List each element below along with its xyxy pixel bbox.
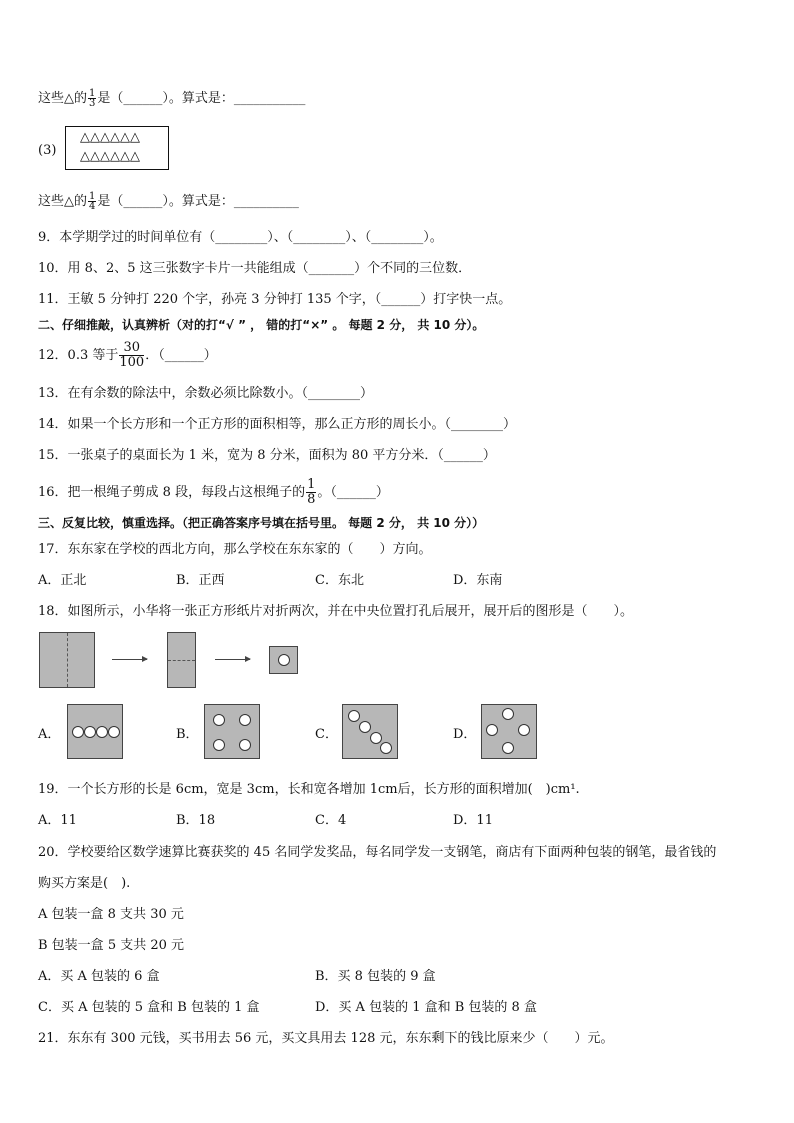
pack-b-info: B 包装一盒 5 支共 20 元 <box>38 938 185 953</box>
question-18: 18．如图所示，小华将一张正方形纸片对折两次，并在中央位置打孔后展开，展开后的图形是（ ）。 <box>38 604 634 619</box>
option-b: B．18 <box>176 813 216 828</box>
option-a-figure <box>67 704 123 759</box>
option-d-figure <box>481 704 537 759</box>
option-a: A．买 A 包装的 6 盒 <box>38 969 160 984</box>
question-10: 10．用 8、2、5 这三张数字卡片一共能组成（_______）个不同的三位数． <box>38 261 472 276</box>
section-2-heading: 二、仔细推敲，认真辨析（对的打“√ ” ， 错的打“×” 。 每题 2 分， 共 10 分）。 <box>38 318 485 332</box>
triangle-row: △△△△△△ <box>80 130 140 145</box>
hole <box>370 732 382 744</box>
question-20-cont: 购买方案是( ). <box>38 876 131 891</box>
hole <box>486 724 498 736</box>
hole <box>84 726 96 738</box>
question-12: 12．0.3 等于 $\frac{30}{100}$ ．（______） <box>38 340 217 370</box>
pack-a-info: A 包装一盒 8 支共 30 元 <box>38 907 184 922</box>
question-15: 15．一张桌子的桌面长为 1 米，宽为 8 分米，面积为 80 平方分米．（______） <box>38 448 496 463</box>
hole <box>502 708 514 720</box>
fraction: $\frac{30}{100}$ <box>119 340 145 370</box>
paper-folded-once <box>167 632 196 688</box>
fraction: $\frac{1}{4}$ <box>89 191 96 212</box>
triangle-row: △△△△△△ <box>80 149 140 164</box>
hole <box>380 742 392 754</box>
option-b-figure <box>204 704 260 759</box>
question-9: 9．本学期学过的时间单位有（________）、（________）、（________）。 <box>38 230 443 245</box>
question-16: 16．把一根绳子剪成 8 段，每段占这根绳子的 $\frac{1}{8}$ 。（______） <box>38 477 389 507</box>
option-d: D．11 <box>453 813 493 828</box>
hole <box>348 710 360 722</box>
question-17: 17．东东家在学校的西北方向，那么学校在东东家的（ ）方向。 <box>38 542 432 557</box>
hole <box>108 726 120 738</box>
option-a: A．11 <box>38 813 77 828</box>
fraction: $\frac{1}{8}$ <box>307 477 316 507</box>
question-20: 20．学校要给区数学速算比赛获奖的 45 名同学发奖品，每名同学发一支钢笔，商店有下面两种包装的钢笔，最省钱的 <box>38 845 717 860</box>
hole <box>213 739 225 751</box>
option-d: D． <box>453 727 477 742</box>
hole <box>502 742 514 754</box>
question-11: 11．王敏 5 分钟打 220 个字，孙亮 3 分钟打 135 个字，（______）打字快一点。 <box>38 292 512 307</box>
option-c: C．买 A 包装的 5 盒和 B 包装的 1 盒 <box>38 1000 260 1015</box>
option-c: C．4 <box>315 813 347 828</box>
question-13: 13．在有余数的除法中，余数必须比除数小。（________） <box>38 386 374 401</box>
option-b: B． <box>176 727 199 742</box>
section-3-heading: 三、反复比较，慎重选择。（把正确答案序号填在括号里。 每题 2 分， 共 10 分）） <box>38 516 485 530</box>
paper-folded-twice <box>269 646 298 674</box>
option-c: C．东北 <box>315 573 364 588</box>
hole <box>278 654 290 666</box>
option-a: A． <box>38 727 61 742</box>
hole <box>359 721 371 733</box>
arrow-icon <box>112 659 147 660</box>
hole <box>96 726 108 738</box>
option-d: D．买 A 包装的 1 盒和 B 包装的 8 盒 <box>315 1000 537 1015</box>
fold-line <box>168 660 195 661</box>
hole <box>518 724 530 736</box>
paper-square <box>39 632 95 688</box>
question-21: 21．东东有 300 元钱，买书用去 56 元，买文具用去 128 元，东东剩下的钱比原来少（ ）元。 <box>38 1031 614 1046</box>
hole <box>239 714 251 726</box>
fraction: $\frac{1}{3}$ <box>89 88 96 109</box>
triangle-box <box>65 126 169 170</box>
question-19: 19．一个长方形的长是 6cm，宽是 3cm，长和宽各增加 1cm后，长方形的面积增加( )cm¹. <box>38 782 580 797</box>
option-a: A．正北 <box>38 573 87 588</box>
arrow-icon <box>215 659 250 660</box>
option-c: C． <box>315 727 338 742</box>
hole <box>72 726 84 738</box>
option-c-figure <box>342 704 398 759</box>
sub3-label: (3) <box>38 143 57 158</box>
hole <box>239 739 251 751</box>
question-14: 14．如果一个长方形和一个正方形的面积相等，那么正方形的周长小。（________） <box>38 417 517 432</box>
hole <box>213 714 225 726</box>
option-d: D．东南 <box>453 573 503 588</box>
option-b: B．正西 <box>176 573 225 588</box>
sub3-line: 这些△的 $\frac{1}{4}$ 是（______）。算式是：__________ <box>38 191 299 212</box>
sub2-line: 这些△的 $\frac{1}{3}$ 是（______）。算式是：___________ <box>38 88 306 109</box>
fold-line <box>67 633 68 687</box>
option-b: B．买 8 包装的 9 盒 <box>315 969 436 984</box>
